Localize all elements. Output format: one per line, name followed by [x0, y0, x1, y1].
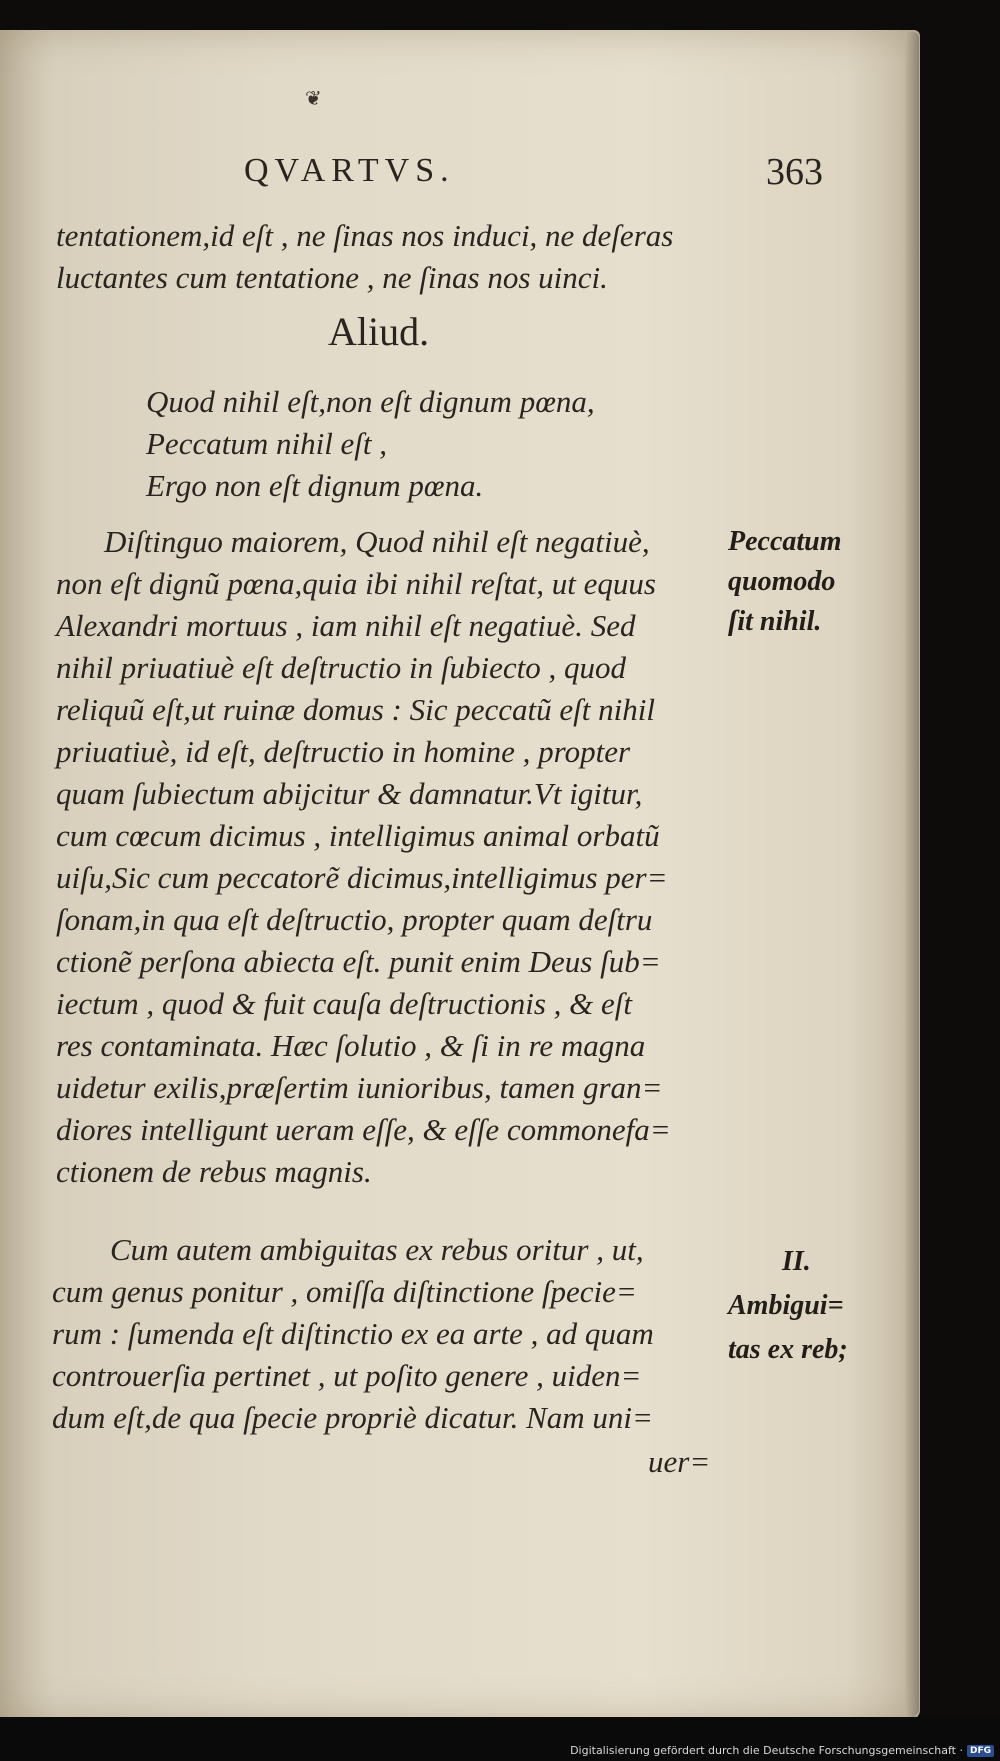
- text-line: priuatiuè, id eſt, deſtructio in homine , propter: [56, 734, 631, 769]
- text-line: ctionẽ perſona abiecta eſt. punit enim Deus ſub=: [56, 944, 661, 979]
- text-line: cum genus ponitur , omiſſa diſtinctione ſpecie=: [52, 1274, 637, 1309]
- ornament-mark: ❦: [305, 88, 322, 110]
- text-line: rum : ſumenda eſt diſtinctio ex ea arte , ad quam: [52, 1316, 654, 1351]
- section-heading: Aliud.: [328, 309, 430, 354]
- text-line: non eſt dignũ pœna,quia ibi nihil reſtat, ut equus: [56, 566, 656, 601]
- text-line: luctantes cum tentatione , ne ſinas nos uinci.: [56, 260, 608, 295]
- text-line: iectum , quod & fuit cauſa deſtructionis , & eſt: [56, 986, 633, 1021]
- text-line: cum cœcum dicimus , intelligimus animal orbatũ: [56, 818, 660, 853]
- text-line: uidetur exilis,præſertim iunioribus, tamen gran=: [56, 1070, 663, 1105]
- catchword: uer=: [648, 1444, 711, 1479]
- verse-line: Peccatum nihil eſt ,: [146, 426, 388, 461]
- margin-note: Ambigui=: [728, 1290, 844, 1321]
- text-line: tentationem,id eſt , ne ſinas nos induci, ne deſeras: [56, 218, 674, 253]
- running-head: QVARTVS.: [244, 152, 455, 189]
- page-number: 363: [766, 151, 823, 193]
- footer-bar: [0, 1717, 1000, 1761]
- margin-note: ſit nihil.: [728, 606, 822, 637]
- footer-credit: [570, 1744, 994, 1757]
- verse-line: Ergo non eſt dignum pœna.: [146, 468, 484, 503]
- margin-note: Peccatum: [728, 526, 842, 557]
- text-line: uiſu,Sic cum peccatorẽ dicimus,intelligimus per=: [56, 860, 668, 895]
- text-line: Diſtinguo maiorem, Quod nihil eſt negatiuè,: [104, 524, 650, 559]
- verse-line: Quod nihil eſt,non eſt dignum pœna,: [146, 384, 595, 419]
- text-line: diores intelligunt ueram eſſe, & eſſe commonefa=: [56, 1112, 671, 1147]
- margin-note: quomodo: [728, 566, 836, 597]
- dfg-logo: DFG: [967, 1745, 994, 1757]
- footer-credit-text: Digitalisierung gefördert durch die Deutsche Forschungsgemeinschaft ·: [570, 1744, 963, 1757]
- text-line: res contaminata. Hæc ſolutio , & ſi in re magna: [56, 1028, 646, 1063]
- text-line: reliquũ eſt,ut ruinæ domus : Sic peccatũ eſt nihil: [56, 692, 655, 727]
- text-line: Alexandri mortuus , iam nihil eſt negatiuè. Sed: [56, 608, 636, 643]
- text-line: controuerſia pertinet , ut poſito genere , uiden=: [52, 1358, 642, 1393]
- text-line: dum eſt,de qua ſpecie propriè dicatur. Nam uni=: [52, 1400, 653, 1435]
- text-line: ſonam,in qua eſt deſtructio, propter quam deſtru: [56, 902, 653, 937]
- text-line: nihil priuatiuè eſt deſtructio in ſubiecto , quod: [56, 650, 626, 685]
- margin-note: tas ex reb;: [728, 1334, 848, 1365]
- text-line: ctionem de rebus magnis.: [56, 1154, 372, 1189]
- text-line: Cum autem ambiguitas ex rebus oritur , ut,: [110, 1232, 644, 1267]
- margin-note: II.: [782, 1246, 811, 1277]
- text-line: quam ſubiectum abijcitur & damnatur.Vt igitur,: [56, 776, 643, 811]
- page-edge: [905, 32, 919, 1718]
